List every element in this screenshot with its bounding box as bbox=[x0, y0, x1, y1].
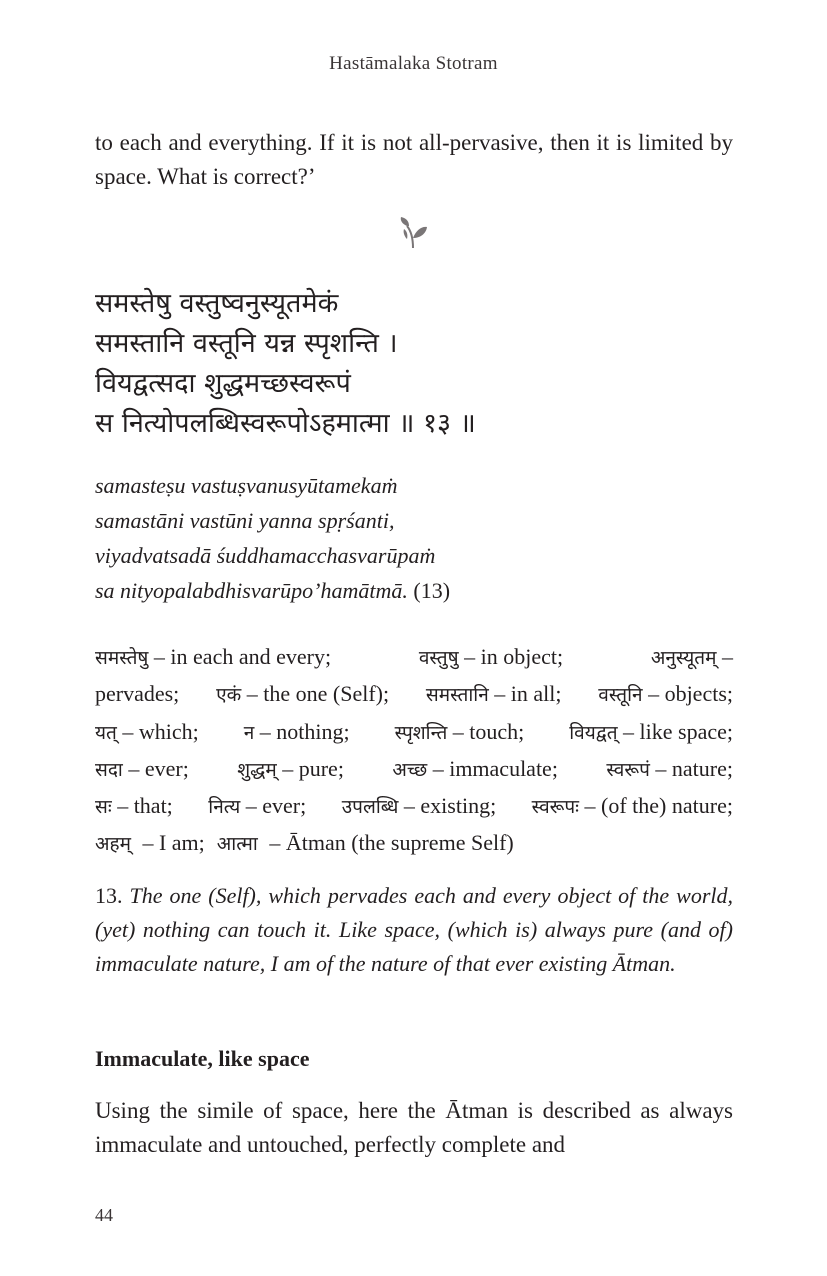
glossary-meaning: – Ātman (the supreme Self) bbox=[269, 830, 514, 856]
glossary-entry bbox=[95, 639, 331, 676]
running-header: Hastāmalaka Stotram bbox=[329, 53, 498, 74]
glossary-entry bbox=[95, 714, 199, 751]
glossary-entry bbox=[216, 676, 389, 713]
glossary-entry bbox=[569, 714, 733, 751]
verse-line: स नित्योपलब्धिस्वरूपोऽहमात्मा ॥ १३ ॥ bbox=[95, 408, 476, 439]
translation-number: 13. bbox=[95, 883, 123, 908]
verse-line: समस्तेषु वस्तुष्वनुस्यूतमेकं bbox=[95, 288, 339, 319]
glossary-row bbox=[95, 825, 733, 862]
glossary-entry bbox=[426, 676, 562, 713]
glossary-entry bbox=[392, 751, 558, 788]
glossary-term: सः bbox=[95, 796, 112, 819]
glossary-meaning: – like space; bbox=[623, 718, 733, 744]
glossary-entry bbox=[208, 788, 306, 825]
transliteration-line: viyadvatsadā śuddhamacchasvarūpaṁ bbox=[95, 543, 436, 568]
transliteration bbox=[95, 468, 733, 608]
glossary-row bbox=[95, 751, 733, 788]
glossary-entry bbox=[217, 825, 520, 862]
intro-paragraph: to each and everything. If it is not all-pervasive, then it is limited by space. What is correct?’ bbox=[95, 130, 733, 189]
glossary-term: आत्मा bbox=[216, 833, 258, 856]
glossary-meaning: – in each and every; bbox=[153, 644, 332, 669]
glossary-meaning: – immaculate; bbox=[432, 755, 558, 781]
glossary-meaning: – in all; bbox=[494, 681, 562, 707]
glossary-entry bbox=[95, 825, 211, 862]
glossary-row bbox=[95, 714, 733, 751]
glossary-entry bbox=[342, 788, 496, 825]
translation-text: The one (Self), which pervades each and every object of the world, (yet) nothing can touch it. Like space, (which is) always pure (and of) immaculate nature, I am of the nature of that ever existing Ātman. bbox=[95, 883, 733, 976]
glossary-term: वस्तूनि bbox=[598, 684, 643, 707]
glossary-entry bbox=[237, 751, 344, 788]
glossary-meaning: – bbox=[722, 644, 733, 669]
verse-line: समस्तानि वस्तूनि यन्न स्पृशन्ति । bbox=[95, 328, 398, 359]
glossary-meaning: – objects; bbox=[648, 681, 733, 707]
glossary-meaning: – (of the) nature; bbox=[584, 793, 733, 819]
leaf-ornament-icon bbox=[398, 216, 428, 250]
glossary-entry bbox=[606, 751, 733, 788]
glossary-term: शुद्धम् bbox=[237, 758, 277, 781]
section-paragraph: Using the simile of space, here the Ātman is described as always immaculate and untouched, perfectly complete and bbox=[95, 1098, 733, 1157]
glossary-entry bbox=[244, 714, 350, 751]
glossary-term: यत् bbox=[95, 721, 117, 744]
verse-translation bbox=[95, 879, 733, 981]
glossary-row bbox=[95, 639, 733, 676]
glossary-meaning: – ever; bbox=[128, 755, 189, 781]
glossary-term: एकं bbox=[216, 684, 242, 707]
glossary-term: अनुस्यूतम् bbox=[650, 647, 717, 669]
glossary-row bbox=[95, 676, 733, 713]
glossary-entry bbox=[651, 639, 733, 676]
glossary-meaning: – nature; bbox=[655, 755, 733, 781]
transliteration-line: sa nityopalabdhisvarūpo’hamātmā. bbox=[95, 578, 408, 603]
glossary-meaning: – the one (Self); bbox=[246, 681, 390, 707]
glossary-term: वस्तुषु bbox=[418, 647, 459, 669]
verse-number: (13) bbox=[413, 578, 451, 603]
glossary-meaning: – I am; bbox=[142, 830, 205, 856]
glossary-meaning: – which; bbox=[122, 718, 199, 744]
glossary-term: अच्छ bbox=[392, 758, 428, 781]
glossary-meaning: pervades; bbox=[95, 681, 180, 707]
glossary-entry bbox=[395, 714, 525, 751]
glossary-entry bbox=[95, 751, 189, 788]
glossary-meaning: – in object; bbox=[464, 644, 564, 669]
verse-line: वियद्वत्सदा शुद्धमच्छस्वरूपं bbox=[95, 368, 351, 399]
glossary-row bbox=[95, 788, 733, 825]
glossary-term: स्पृशन्ति bbox=[394, 721, 448, 744]
glossary-term: स्वरूपः bbox=[531, 796, 580, 819]
glossary-entry bbox=[532, 788, 733, 825]
glossary-entry bbox=[419, 639, 563, 676]
section-heading: Immaculate, like space bbox=[95, 1046, 310, 1071]
glossary-term: उपलब्धि bbox=[341, 796, 399, 819]
glossary-entry bbox=[598, 676, 733, 713]
glossary-entry bbox=[95, 788, 173, 825]
glossary-term: समस्तानि bbox=[425, 684, 489, 707]
glossary-meaning: – existing; bbox=[403, 793, 497, 819]
glossary-term: न bbox=[243, 721, 255, 744]
glossary-meaning: – ever; bbox=[245, 793, 307, 819]
glossary-term: वियद्वत् bbox=[569, 721, 618, 744]
glossary-meaning: – that; bbox=[117, 793, 173, 819]
word-glossary bbox=[95, 639, 733, 863]
transliteration-line: samastāni vastūni yanna spṛśanti, bbox=[95, 508, 395, 533]
glossary-term: समस्तेषु bbox=[95, 647, 149, 669]
glossary-term: सदा bbox=[95, 758, 123, 781]
sanskrit-verse bbox=[95, 284, 733, 444]
glossary-meaning: – touch; bbox=[452, 718, 525, 744]
glossary-meaning: – nothing; bbox=[259, 718, 350, 744]
glossary-meaning: – pure; bbox=[282, 755, 344, 781]
glossary-term: स्वरूपं bbox=[606, 758, 650, 781]
glossary-term: नित्य bbox=[208, 796, 241, 819]
glossary-term: अहम् bbox=[95, 833, 131, 856]
transliteration-line: samasteṣu vastuṣvanusyūtamekaṁ bbox=[95, 473, 398, 498]
page-number: 44 bbox=[95, 1205, 113, 1225]
